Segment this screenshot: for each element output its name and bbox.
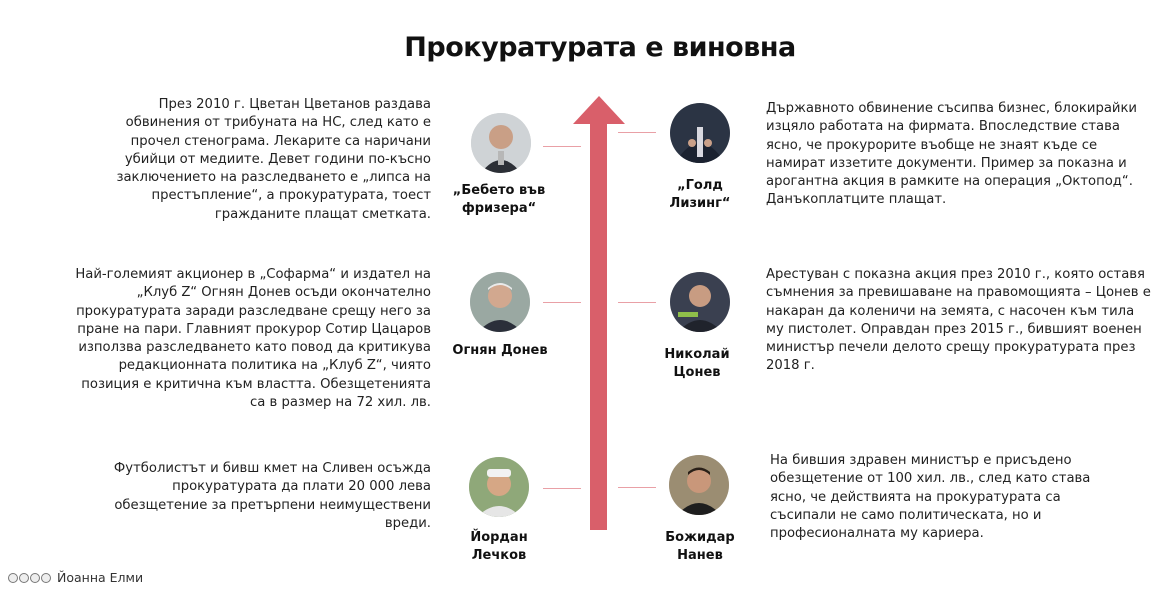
connector-left-3 <box>543 488 581 489</box>
avatar-bozhidar-nanev <box>669 455 729 515</box>
arrow-up-icon <box>573 96 625 124</box>
timeline-arrow-shaft <box>590 110 607 530</box>
avatar-nikolay-tsonev <box>670 272 730 332</box>
connector-right-1 <box>618 132 656 133</box>
connector-right-2 <box>618 302 656 303</box>
case-text-left-1: През 2010 г. Цветан Цветанов раздава обвинения от трибуната на НС, след като е прочел стенограма. Лекарите са наричани убийци от медиите. Девет години по-късно заключението на разследването е „липса на престъпление“, а прокуратурата, тоест гражданите плащат сметката. <box>116 97 431 222</box>
case-text-left-2: Най-големият акционер в „Софарма“ и издател на „Клуб Z“ Огнян Донев осъди окончателно прокуратурата заради разследване срещу него за пране на пари. Главният прокурор Сотир Цацаров използва разследването като повод да критикува редакционната политика на „Клуб Z“, чиято позиция е критична към властта. Обезщетенията са в размер на 72 хил. лв. <box>75 267 431 411</box>
cc-by-nc-nd-icon <box>8 573 51 583</box>
avatar-gold-leasing <box>670 103 730 163</box>
connector-left-1 <box>543 146 581 147</box>
page-title: Прокуратурата е виновна <box>404 32 796 63</box>
case-text-right-2: Арестуван с показна акция през 2010 г., която оставя съмнения за превишаване на правомощията – Цонев е накаран да коленичи на земята, с насочен към тила му пистолет. Оправдан през 2015 г., бившият военен министър печели делото срещу прокуратурата през 2018 г. <box>766 267 1151 374</box>
case-name-right-3: Божидар Нанев <box>665 530 735 563</box>
case-name-left-3: Йордан Лечков <box>470 530 528 563</box>
case-name-left-2: Огнян Донев <box>452 343 548 358</box>
avatar-ognyan-donev <box>470 272 530 332</box>
avatar-bebeto <box>471 113 531 173</box>
case-text-left-3: Футболистът и бивш кмет на Сливен осъжда прокуратурата да плати 20 000 лева обезщетение за претърпени неимуществени вреди. <box>113 461 431 531</box>
case-name-right-2: Николай Цонев <box>664 347 730 380</box>
case-name-right-1: „Голд Лизинг“ <box>669 178 731 211</box>
case-text-right-1: Държавното обвинение съсипва бизнес, блокирайки изцяло работата на фирмата. Впоследствие става ясно, че прокурорите въобще не знаят къде се намират иззетите документи. Пример за показна и арогантна акция в рамките на операция „Октопод“. Данъкоплатците плащат. <box>766 101 1138 208</box>
connector-right-3 <box>618 487 656 488</box>
case-name-left-1: „Бебето във фризера“ <box>452 183 546 216</box>
footer <box>8 570 143 585</box>
case-text-right-3: На бившия здравен министър е присъдено обезщетение от 100 хил. лв., след като става ясно, че действията на прокуратурата са съсипали не само политическата, но и професионалната му кариера. <box>770 453 1091 542</box>
author-credit: Йоанна Елми <box>57 570 144 585</box>
connector-left-2 <box>543 302 581 303</box>
avatar-yordan-lechkov <box>469 457 529 517</box>
